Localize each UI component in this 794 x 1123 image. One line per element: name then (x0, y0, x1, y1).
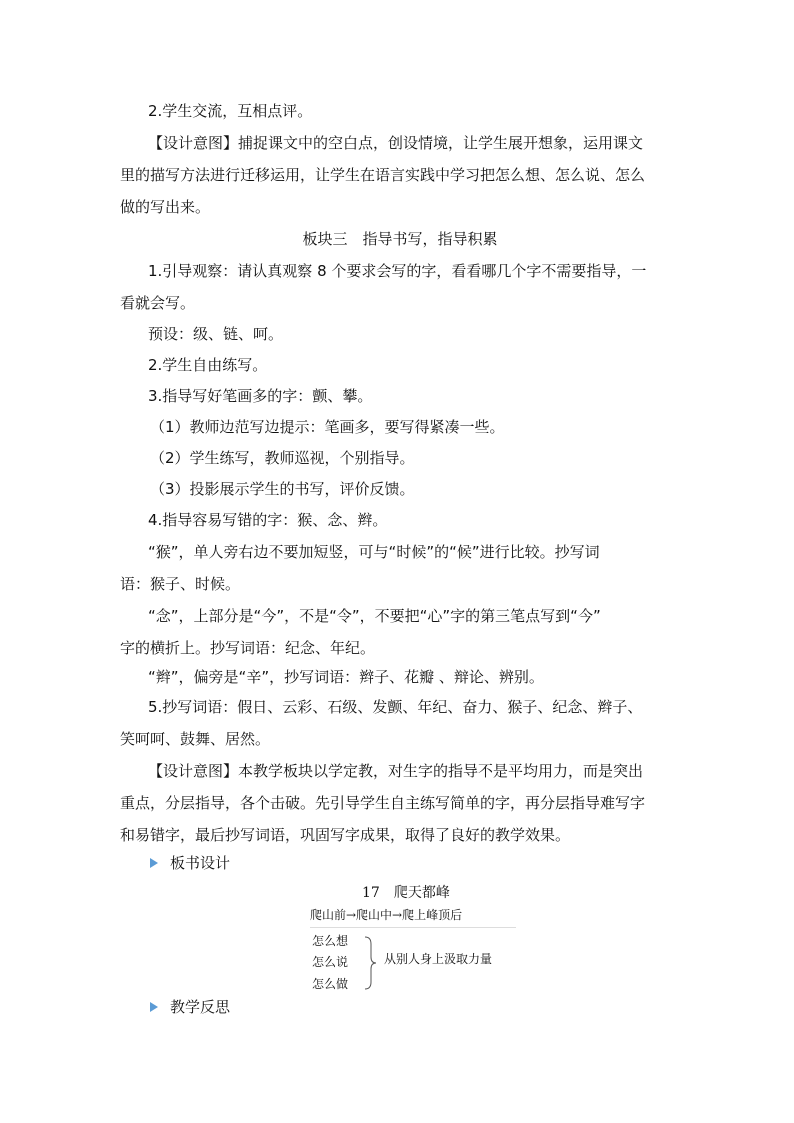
board-question: 怎么想 (312, 934, 349, 948)
board-title: 17 爬天都峰 (362, 885, 450, 901)
triangle-bullet-icon (150, 1002, 158, 1012)
section-board-design (150, 853, 230, 873)
para-line: 2.学生自由练写。 (148, 356, 268, 374)
section-label: 板书设计 (170, 854, 231, 872)
para-line: 笑呵呵、鼓舞、居然。 (120, 730, 271, 748)
para-line: 1.引导观察：请认真观察 8 个要求会写的字，看看哪几个字不需要指导，一 (148, 262, 647, 280)
para-line: 4.指导容易写错的字：猴、念、辫。 (148, 511, 388, 529)
section-label: 教学反思 (170, 998, 231, 1016)
board-flow: 爬山前→爬山中→爬上峰顶后 (310, 908, 463, 922)
board-result: 从别人身上汲取力量 (384, 952, 493, 966)
para-line: 里的描写方法进行迁移运用，让学生在语言实践中学习把怎么想、怎么说、怎么 (120, 166, 646, 184)
para-line: “念”，上部分是“今”，不是“令”，不要把“心”字的第三笔点写到“今” (148, 607, 601, 625)
triangle-bullet-icon (150, 858, 158, 868)
section-reflection (150, 997, 230, 1017)
board-question: 怎么说 (312, 955, 349, 969)
para-line: 重点，分层指导，各个击破。先引导学生自主练写简单的字，再分层指导难写字 (120, 794, 646, 812)
para-line: 语：猴子、时候。 (120, 575, 241, 593)
para-line: 字的横折上。抄写词语：纪念、年纪。 (120, 639, 376, 657)
para-line: 预设：级、链、呵。 (148, 325, 284, 343)
section-heading: 板块三 指导书写，指导积累 (302, 230, 498, 248)
divider (310, 927, 516, 928)
para-line: 【设计意图】本教学板块以学定教，对生字的指导不是平均用力，而是突出 (148, 762, 644, 780)
para-line: “辫”，偏旁是“辛”，抄写词语：辫子、花瓣 、辩论、辨别。 (148, 668, 544, 686)
para-line: （1）教师边范写边提示：笔画多，要写得紧凑一些。 (150, 418, 505, 436)
blackboard-design (306, 880, 520, 990)
para-line: （2）学生练写，教师巡视，个别指导。 (150, 449, 415, 467)
para-line: 2.学生交流，互相点评。 (148, 102, 313, 120)
para-line: “猴”，单人旁右边不要加短竖，可与“时候”的“候”进行比较。抄写词 (148, 543, 600, 561)
para-line: 做的写出来。 (120, 198, 211, 216)
para-line: 看就会写。 (120, 294, 196, 312)
para-line: 3.指导写好笔画多的字：颤、攀。 (148, 387, 373, 405)
board-question: 怎么做 (312, 977, 349, 991)
para-line: 和易错字，最后抄写词语，巩固写字成果，取得了良好的教学效果。 (120, 826, 571, 844)
para-line: 【设计意图】捕捉课文中的空白点，创设情境，让学生展开想象，运用课文 (148, 134, 644, 152)
para-line: 5.抄写词语：假日、云彩、石级、发颤、年纪、奋力、猴子、纪念、辫子、 (148, 698, 643, 716)
curly-brace-icon (362, 936, 378, 990)
para-line: （3）投影展示学生的书写，评价反馈。 (150, 480, 415, 498)
